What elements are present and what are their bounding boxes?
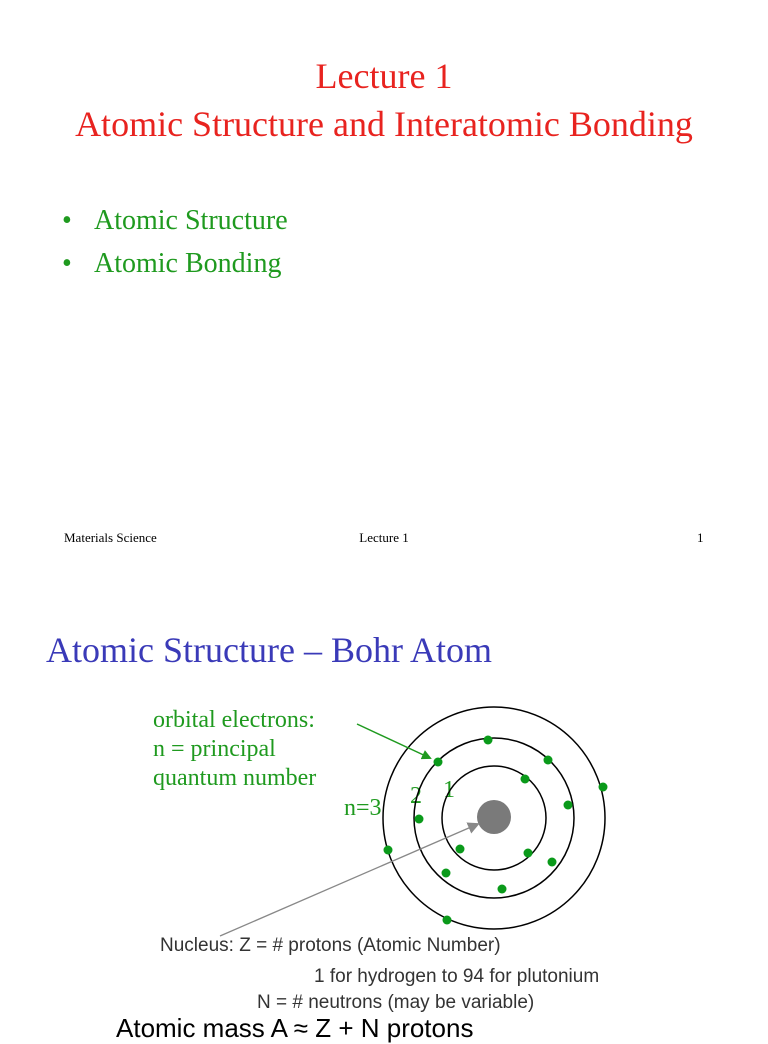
cutoff-text: Atomic mass A ≈ Z + N protons — [116, 1013, 474, 1043]
bullet-glyph: • — [62, 205, 72, 236]
electron — [434, 758, 443, 767]
electron — [442, 869, 451, 878]
electron — [564, 801, 573, 810]
orbital-label-line-3: quantum number — [153, 765, 317, 791]
footer-page-number: 1 — [697, 530, 704, 545]
shell-label-n3: n=3 — [344, 795, 382, 821]
electron — [599, 783, 608, 792]
orbital-label-line-2: n = principal — [153, 736, 276, 762]
electron — [484, 736, 493, 745]
bullet-glyph: • — [62, 248, 72, 279]
nucleus — [477, 800, 511, 834]
shell-label-n1: 1 — [443, 777, 455, 803]
electron — [415, 815, 424, 824]
bullet-text: Atomic Bonding — [94, 248, 282, 279]
electron — [524, 849, 533, 858]
electron — [498, 885, 507, 894]
orbital-label-line-1: orbital electrons: — [153, 707, 315, 733]
slide-2-title: Atomic Structure – Bohr Atom — [46, 630, 492, 670]
slide-1-title-line-1: Lecture 1 — [315, 56, 453, 96]
proton-range: 1 for hydrogen to 94 for plutonium — [314, 966, 600, 987]
electron — [456, 845, 465, 854]
slide-1-title-line-2: Atomic Structure and Interatomic Bonding — [75, 104, 693, 144]
shell-label-n2: 2 — [410, 783, 422, 809]
footer-course: Materials Science — [64, 530, 157, 545]
electron — [548, 858, 557, 867]
electron — [443, 916, 452, 925]
electron — [544, 756, 553, 765]
electron — [384, 846, 393, 855]
bullet-text: Atomic Structure — [94, 205, 288, 236]
nucleus-pointer-arrow — [220, 824, 478, 936]
orbital-pointer-arrow — [357, 724, 430, 758]
electron — [521, 775, 530, 784]
footer-lecture: Lecture 1 — [359, 530, 409, 545]
nucleus-description: Nucleus: Z = # protons (Atomic Number) — [160, 935, 501, 956]
neutron-description: N = # neutrons (may be variable) — [257, 992, 535, 1013]
